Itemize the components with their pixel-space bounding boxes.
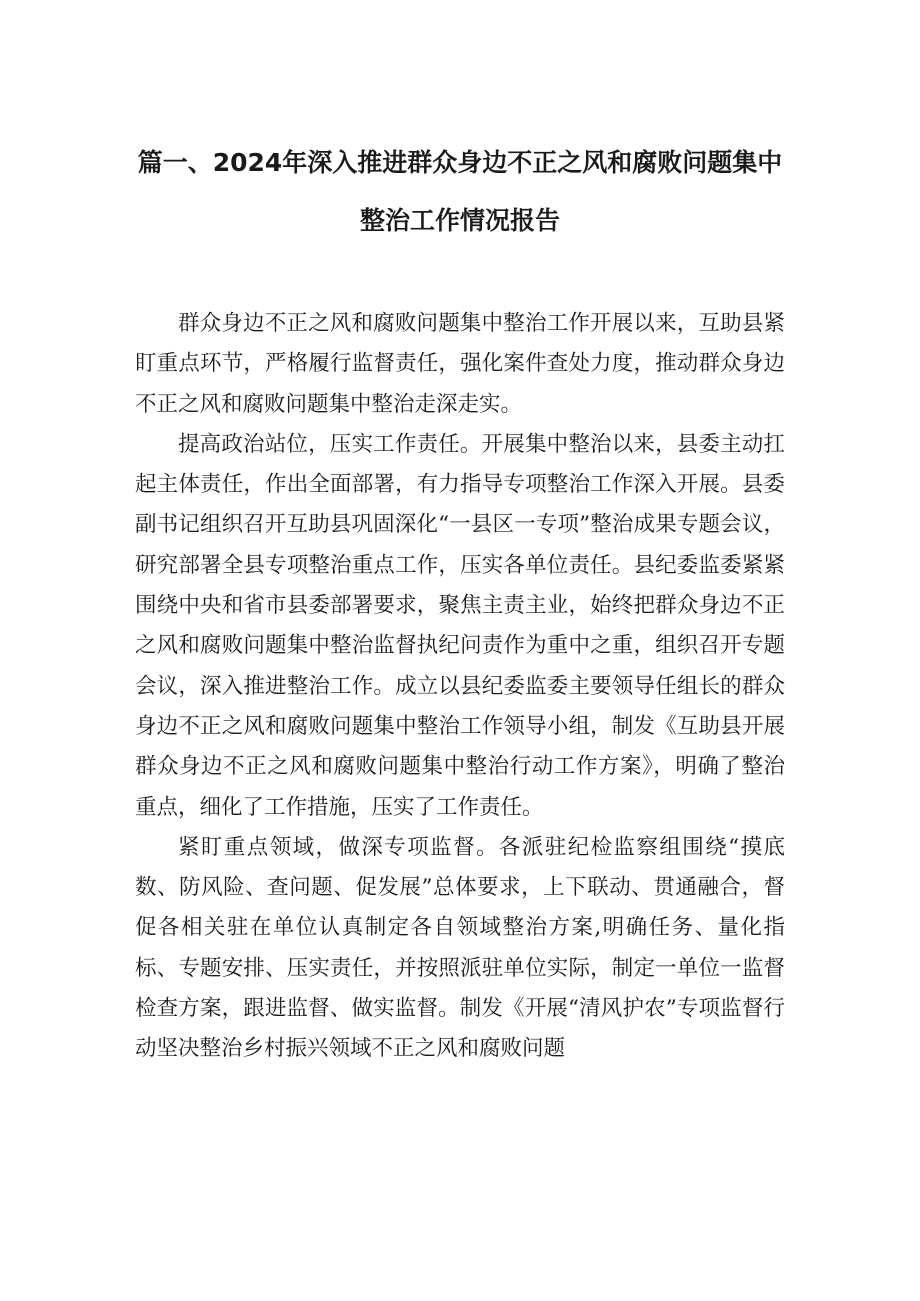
document-body xyxy=(135,304,785,1070)
body-paragraph-3: 紧盯重点领域，做深专项监督。各派驻纪检监察组围绕“摸底数、防风险、查问题、促发展”总体要求，上下联动、贯通融合，督促各相关驻在单位认真制定各自领域整治方案,明确任务、量化指标、专题安排、压实责任，并按照派驻单位实际，制定一单位一监督检查方案，跟进监督、做实监督。制发《开展“清风护农”专项监督行动坚决整治乡村振兴领域不正之风和腐败问题 xyxy=(135,834,785,1062)
document-title-line1: 篇一、2024年深入推进群众身边不正之风和腐败问题集中 xyxy=(137,148,783,177)
document-title-line2: 整治工作情况报告 xyxy=(359,206,560,235)
body-paragraph-1: 群众身边不正之风和腐败问题集中整治工作开展以来，互助县紧盯重点环节，严格履行监督责任，强化案件查处力度，推动群众身边不正之风和腐败问题集中整治走深走实。 xyxy=(135,311,785,417)
body-paragraph-2: 提高政治站位，压实工作责任。开展集中整治以来，县委主动扛起主体责任，作出全面部署，有力指导专项整治工作深入开展。县委副书记组织召开互助县巩固深化“一县区一专项”整治成果专题会议，研究部署全县专项整治重点工作，压实各单位责任。县纪委监委紧紧围绕中央和省市县委部署要求，聚焦主责主业，始终把群众身边不正之风和腐败问题集中整治监督执纪问责作为重中之重，组织召开专题会议，深入推进整治工作。成立以县纪委监委主要领导任组长的群众身边不正之风和腐败问题集中整治工作领导小组，制发《互助县开展群众身边不正之风和腐败问题集中整治行动工作方案》，明确了整治重点，细化了工作措施，压实了工作责任。 xyxy=(135,431,785,820)
